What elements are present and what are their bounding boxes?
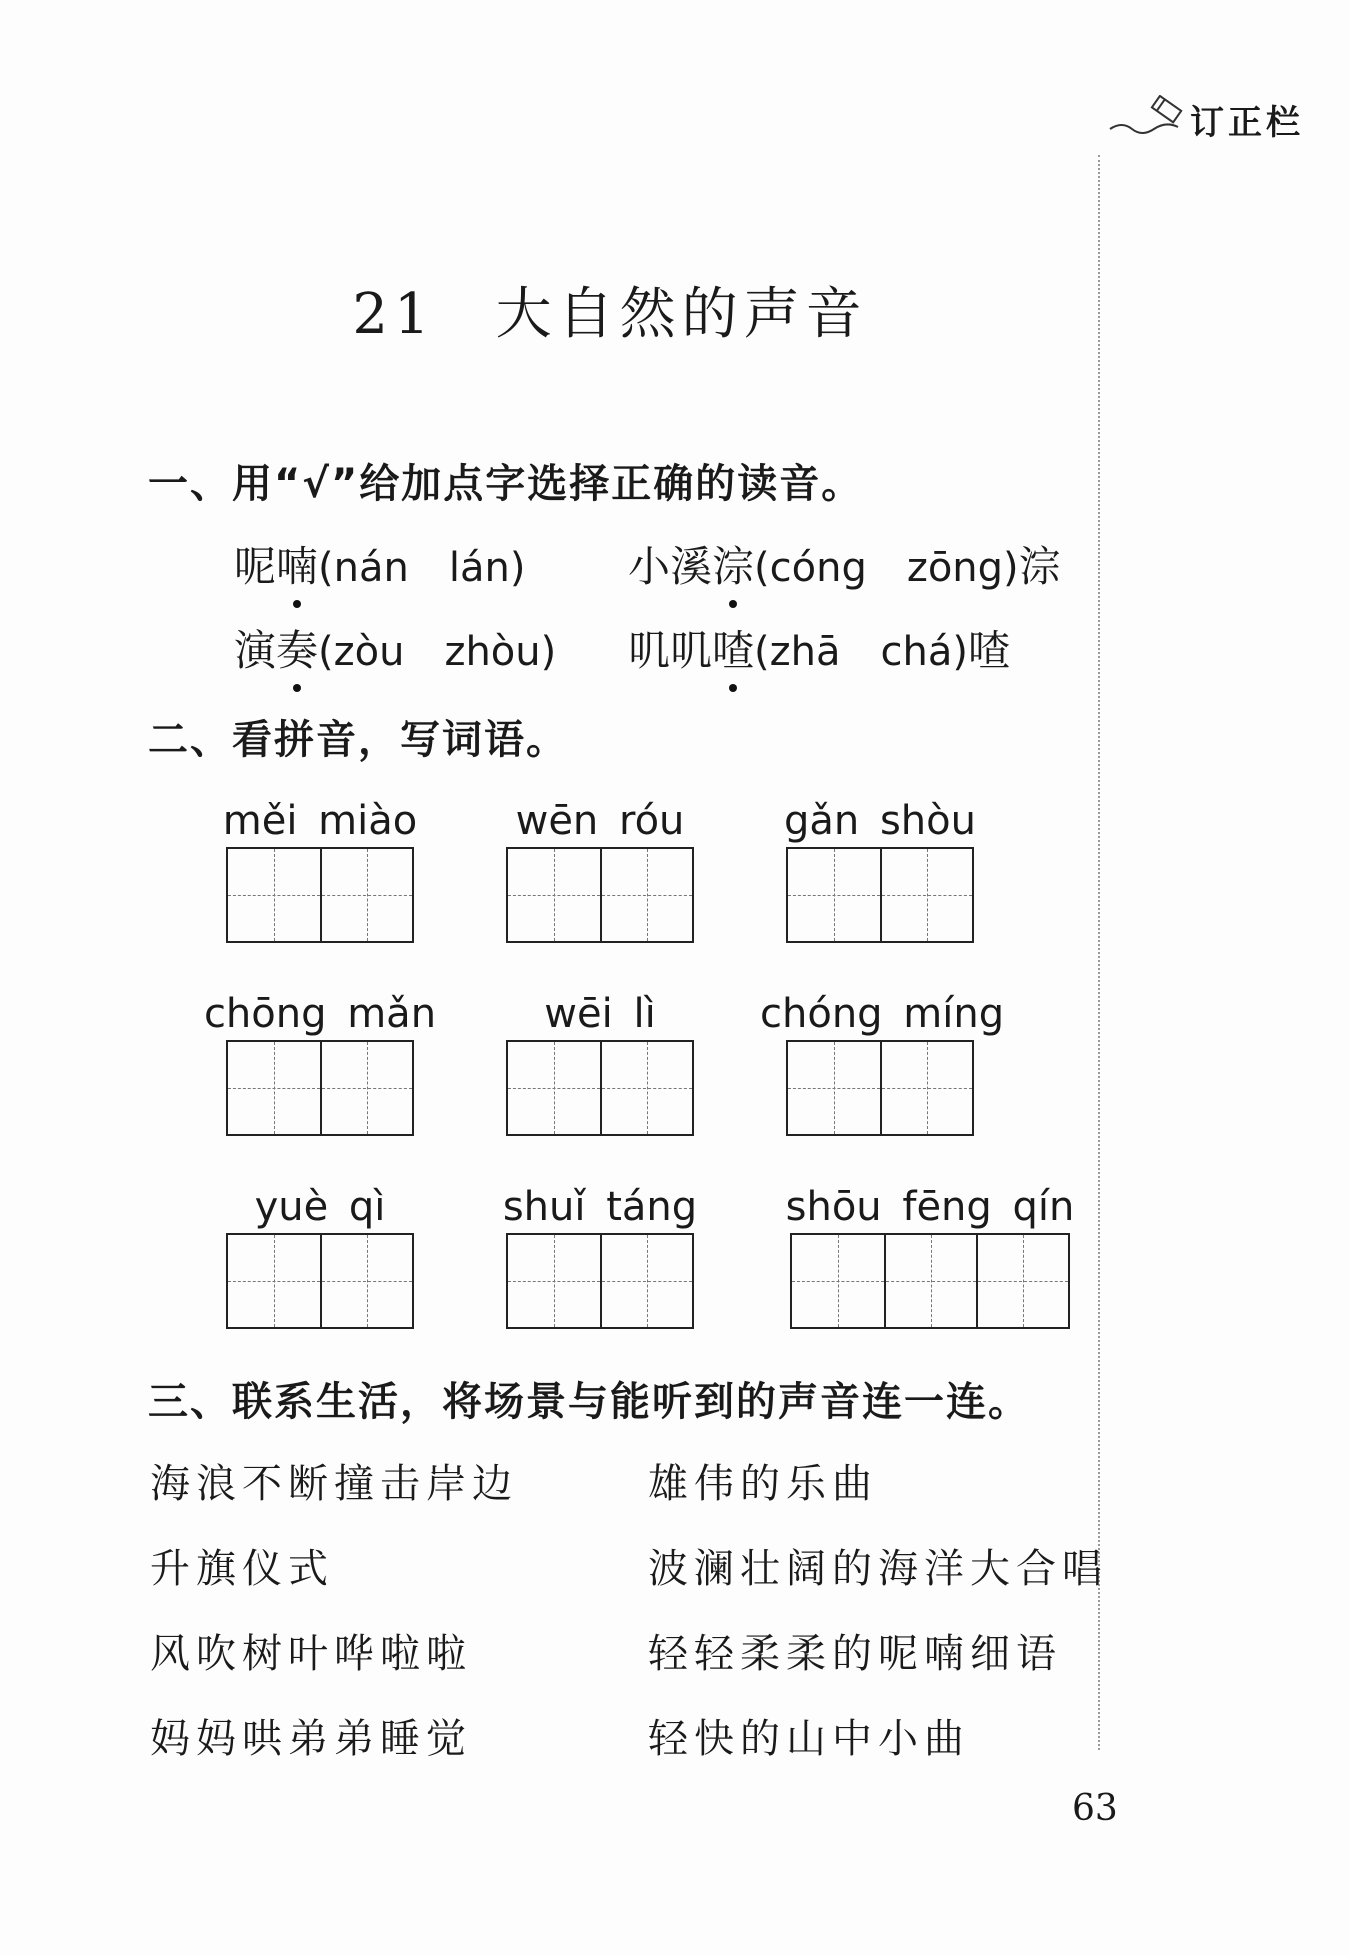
pinyin-options: (cóng zōng) [754,545,1019,591]
writing-grid[interactable] [506,1233,694,1329]
word-writing-item [480,1181,720,1329]
writing-cell[interactable] [788,1042,880,1134]
writing-cell[interactable] [508,1042,600,1134]
pronunciation-item: 演奏(zòu zhòu) [234,618,556,678]
dotted-character: 淙 [712,534,754,594]
pronunciation-item: 叽叽喳(zhā chá)喳 [628,618,1010,678]
writing-cell[interactable] [600,849,692,941]
scene-item[interactable]: 海浪不断撞击岸边 [150,1461,518,1507]
dotted-character: 奏 [276,618,318,678]
page-number: 63 [1072,1788,1118,1829]
writing-cell[interactable] [228,849,320,941]
writing-cell[interactable] [228,1042,320,1134]
scene-item[interactable]: 风吹树叶哗啦啦 [150,1631,472,1677]
writing-cell[interactable] [320,1042,412,1134]
word-writing-item [775,1181,1085,1329]
section3-heading: 三、联系生活，将场景与能听到的声音连一连。 [148,1379,1030,1425]
word-pinyin: měi miào [222,798,418,844]
sound-item[interactable]: 轻轻柔柔的呢喃细语 [648,1631,1062,1677]
word-pinyin: gǎn shòu [784,798,976,844]
writing-cell[interactable] [884,1235,976,1327]
word-writing-item [200,988,440,1136]
writing-cell[interactable] [880,1042,972,1134]
word-writing-item [760,988,1005,1136]
writing-cell[interactable] [320,1235,412,1327]
word-pinyin: wēn róu [515,798,685,844]
writing-grid[interactable] [506,1040,694,1136]
writing-cell[interactable] [600,1042,692,1134]
dotted-character: 喃 [276,534,318,594]
sound-item[interactable]: 轻快的山中小曲 [648,1716,970,1762]
writing-grid[interactable] [226,847,414,943]
writing-grid[interactable] [790,1233,1070,1329]
word-pinyin: chóng míng [760,991,1005,1037]
correction-column-label: 订正栏 [1190,103,1304,143]
pinyin-options: (zhā chá) [754,629,968,675]
word-pinyin: chōng mǎn [203,991,437,1037]
lesson-number: 21 [352,282,436,347]
writing-cell[interactable] [508,849,600,941]
dotted-character: 喳 [712,618,754,678]
word-writing-item [480,795,720,943]
correction-column-divider [1098,155,1100,1750]
writing-grid[interactable] [226,1233,414,1329]
scene-item[interactable]: 妈妈哄弟弟睡觉 [150,1716,472,1762]
writing-grid[interactable] [506,847,694,943]
lesson-title-text: 大自然的声音 [495,282,868,347]
writing-cell[interactable] [880,849,972,941]
word-pinyin: wēi lì [544,991,656,1037]
writing-grid[interactable] [226,1040,414,1136]
word-writing-item [200,795,440,943]
section2-heading: 二、看拼音，写词语。 [148,717,568,763]
pinyin-options: (nán lán) [318,545,526,591]
writing-cell[interactable] [976,1235,1068,1327]
pinyin-options: (zòu zhòu) [318,629,557,675]
sound-item[interactable]: 波澜壮阔的海洋大合唱 [648,1546,1108,1592]
word-writing-item [480,988,720,1136]
writing-cell[interactable] [600,1235,692,1327]
word-pinyin: shuǐ táng [502,1184,698,1230]
pronunciation-item: 呢喃(nán lán) [234,534,525,594]
correction-column-header [1108,95,1328,145]
scene-item[interactable]: 升旗仪式 [150,1546,334,1592]
section1-heading: 一、用“√”给加点字选择正确的读音。 [148,461,864,507]
word-writing-item [760,795,1000,943]
writing-grid[interactable] [786,847,974,943]
pen-icon [1108,95,1188,135]
word-pinyin: shōu fēng qín [785,1184,1075,1230]
pronunciation-item: 小溪淙(cóng zōng)淙 [628,534,1061,594]
writing-cell[interactable] [228,1235,320,1327]
word-writing-item [200,1181,440,1329]
writing-cell[interactable] [788,849,880,941]
sound-item[interactable]: 雄伟的乐曲 [648,1461,878,1507]
writing-cell[interactable] [792,1235,884,1327]
writing-cell[interactable] [320,849,412,941]
word-pinyin: yuè qì [254,1184,386,1230]
writing-grid[interactable] [786,1040,974,1136]
writing-cell[interactable] [508,1235,600,1327]
lesson-title [0,270,1220,350]
